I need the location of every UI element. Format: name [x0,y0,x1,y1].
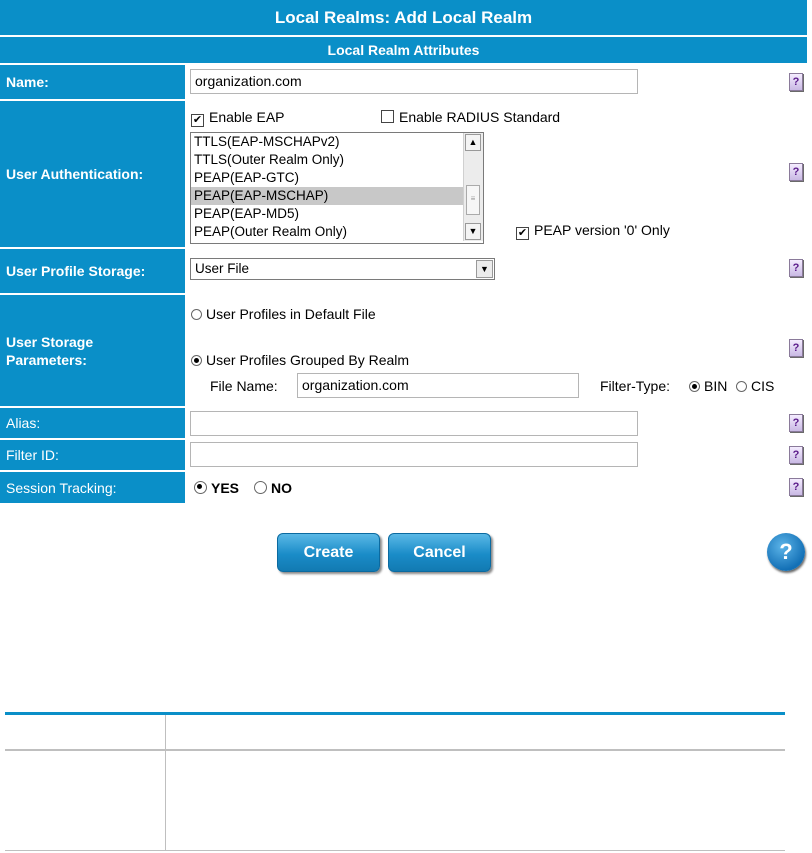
section-title: Local Realm Attributes [0,37,807,63]
session-no-option[interactable]: NO [254,480,292,496]
list-item[interactable]: PEAP(Outer Realm Only) [194,224,348,239]
filter-type-label: Filter-Type: [600,378,671,394]
profile-storage-cell [185,249,780,293]
storage-params-cell [185,295,780,406]
storage-params-help-cell [781,295,807,406]
list-item[interactable]: PEAP(EAP-MD5) [194,206,300,221]
auth-label: User Authentication: [0,101,185,247]
alias-help-cell [781,408,807,438]
filter-id-label: Filter ID: [0,440,185,470]
help-icon[interactable]: ? [789,339,803,357]
help-button[interactable]: ? [767,533,805,571]
table-bottom-rule [5,850,785,851]
profile-storage-help-cell [781,249,807,293]
enable-radius-checkbox[interactable] [381,110,394,123]
enable-radius-option[interactable]: Enable RADIUS Standard [381,109,560,125]
peap-v0-checkbox[interactable]: ✔ [517,227,528,239]
scroll-thumb[interactable]: ≡ [466,185,480,215]
help-icon[interactable]: ? [789,163,803,181]
file-name-label: File Name: [210,378,278,394]
table-column-divider [165,715,166,851]
session-cell [185,472,780,503]
filter-cis-option[interactable]: CIS [736,378,774,394]
grouped-realm-radio[interactable] [191,355,202,366]
help-icon[interactable]: ? [789,478,803,496]
filter-id-input[interactable] [190,442,638,467]
file-name-input[interactable]: organization.com [297,373,579,398]
session-yes-radio[interactable] [194,481,207,494]
default-file-option[interactable]: User Profiles in Default File [191,306,376,322]
enable-eap-option[interactable]: ✔ Enable EAP [192,109,285,126]
scrollbar[interactable] [463,133,483,241]
alias-input[interactable] [190,411,638,436]
name-input[interactable]: organization.com [190,69,638,94]
alias-label: Alias: [0,408,185,438]
page-title: Local Realms: Add Local Realm [0,0,807,35]
grouped-realm-option[interactable]: User Profiles Grouped By Realm [191,352,409,368]
name-cell [185,65,780,99]
cancel-button[interactable]: Cancel [388,533,491,572]
session-no-radio[interactable] [254,481,267,494]
help-icon[interactable]: ? [789,73,803,91]
help-icon[interactable]: ? [789,259,803,277]
alias-cell [185,408,780,438]
filter-cis-radio[interactable] [736,381,747,392]
auth-method-list[interactable] [190,132,484,244]
filter-id-help-cell [781,440,807,470]
scroll-down-icon[interactable]: ▼ [465,223,481,240]
create-button[interactable]: Create [277,533,380,572]
session-yes-option[interactable]: YES [194,480,239,496]
list-item-selected[interactable]: PEAP(EAP-MSCHAP) [191,187,483,205]
help-icon[interactable]: ? [789,414,803,432]
name-label: Name: [0,65,185,99]
auth-cell [185,101,780,247]
filter-id-cell [185,440,780,470]
session-help-cell [781,472,807,503]
list-item[interactable]: TTLS(Outer Realm Only) [194,152,345,167]
enable-eap-checkbox[interactable]: ✔ [192,114,203,126]
profile-storage-label: User Profile Storage: [0,249,185,293]
table-top-rule [5,712,785,715]
storage-params-label: User Storage Parameters: [0,295,185,406]
profile-storage-select[interactable]: User File ▼ [190,258,495,280]
filter-bin-option[interactable]: BIN [689,378,727,394]
table-header-divider [5,749,785,751]
scroll-up-icon[interactable]: ▲ [465,134,481,151]
default-file-radio[interactable] [191,309,202,320]
help-icon[interactable]: ? [789,446,803,464]
list-item[interactable]: PEAP(EAP-GTC) [194,170,300,185]
name-help-cell [781,65,807,99]
chevron-down-icon[interactable]: ▼ [476,260,493,278]
peap-v0-option[interactable]: ✔ PEAP version '0' Only [517,222,670,239]
auth-help-cell [781,101,807,247]
filter-bin-radio[interactable] [689,381,700,392]
session-label: Session Tracking: [0,472,185,503]
list-item[interactable]: TTLS(EAP-MSCHAPv2) [194,134,340,149]
